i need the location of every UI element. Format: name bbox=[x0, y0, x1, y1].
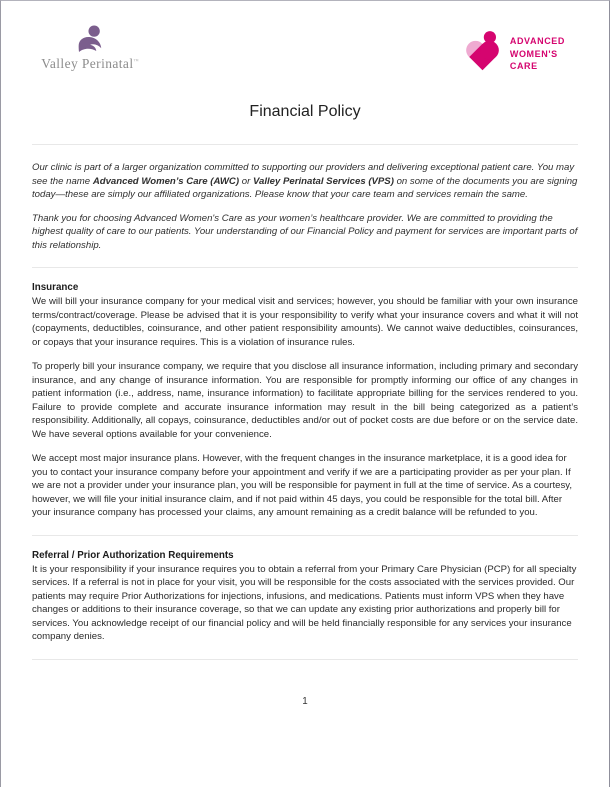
awc-word-care: CARE bbox=[509, 61, 538, 72]
intro-text: Our clinic is part of a larger organization committed to supporting our providers and delivering exceptional patient care. You may see the name bbox=[32, 162, 575, 187]
heart-with-head-icon bbox=[464, 31, 501, 77]
insurance-paragraph-2: To properly bill your insurance company, we require that you disclose all insurance information, including primary and secondary insurance, and any change of insurance information. You are responsible for promptly informing our office of any changes in patient information (i.e., address, name, insurance information) to facilitate appropriate billing for the services rendered to you. Failure to provide complete and accurate insurance information may result in the bill being categorized as a patient’s responsibility. Additionally, all copays, coinsurance, deductibles and/or out of pocket costs are due before or on the service date. We have several options available for your convenience. bbox=[32, 361, 578, 440]
document-body bbox=[1, 161, 609, 709]
page-title: Financial Policy bbox=[249, 103, 361, 120]
awc-word-advanced: ADVANCED bbox=[509, 36, 565, 47]
intro-text: on some of the documents you are signing today—these are simply our affiliated organizations. Please know that your care team and services remain the same. bbox=[32, 175, 578, 200]
awc-word-womens: WOMEN'S bbox=[509, 48, 558, 59]
person-figure-icon bbox=[75, 25, 106, 53]
insurance-paragraph-3: We accept most major insurance plans. However, with the frequent changes in the insurance marketplace, it is a good idea for you to contact your insurance company before your appointment and verify if we are a participating provider as per your plan. If we are not a provider under your insurance plan, you will be responsible for payment in full at the time of service. As a courtesy, however, we will file your initial insurance claim, and if not paid within 45 days, you could be responsible for the total bill. After your insurance company has processed your claims, any amount remaining as a credit balance will be refunded to you. bbox=[32, 453, 573, 518]
document-header bbox=[1, 1, 609, 77]
awc-bold-name: Advanced Women’s Care (AWC) bbox=[92, 175, 240, 187]
valley-perinatal-wordmark: Valley Perinatal™ bbox=[41, 56, 139, 71]
divider-under-title bbox=[32, 144, 578, 145]
page-footer bbox=[32, 691, 578, 709]
page-number: 1 bbox=[302, 695, 308, 707]
intro-paragraph-2: Thank you for choosing Advanced Women's Care as your women’s healthcare provider. We are committed to providing the highest quality of care to our patients. Your understanding of our Financial Policy and payment for services are important parts of this relationship. bbox=[32, 212, 578, 251]
divider-above-footer bbox=[32, 659, 578, 660]
intro-paragraph-1 bbox=[32, 161, 578, 202]
advanced-womens-care-logo bbox=[464, 31, 565, 77]
valley-perinatal-logo bbox=[31, 25, 149, 72]
referral-paragraph-1: It is your responsibility if your insurance requires you to obtain a referral from your Primary Care Physician (PCP) for all specialty services. If a referral is not in place for your visit, you will be responsible for the costs associated with the services provided. Our patients may require Prior Authorizations for injections, infusions, and medications. Patients must inform VPS when they have changes or additions to their insurance coverage, so that we can update any existing prior authorizations and properly bill for services. You acknowledge receipt of our financial policy and will be held financially responsible for any services your insurance company denies. bbox=[32, 563, 577, 642]
advanced-womens-care-wordmark bbox=[510, 35, 565, 73]
intro-text: or bbox=[239, 175, 253, 187]
insurance-paragraph-1: We will bill your insurance company for your medical visit and services; however, you should be familiar with your own insurance terms/contract/coverage. Please be advised that it is your responsibility to verify what your insurance covers and what it will not (copayments, deductibles, coinsurance, and other patient responsibility amounts). We cannot waive deductibles, coinsurances, or copays that your insurance requires. This is a violation of insurance rules. bbox=[32, 296, 578, 348]
insurance-section-heading: Insurance bbox=[32, 282, 79, 293]
divider-before-referral bbox=[32, 535, 578, 536]
divider-before-insurance bbox=[32, 267, 578, 268]
vps-bold-name: Valley Perinatal Services (VPS) bbox=[252, 175, 394, 187]
trademark-mark: ™ bbox=[133, 59, 139, 65]
referral-section-heading: Referral / Prior Authorization Requirements bbox=[32, 549, 234, 561]
